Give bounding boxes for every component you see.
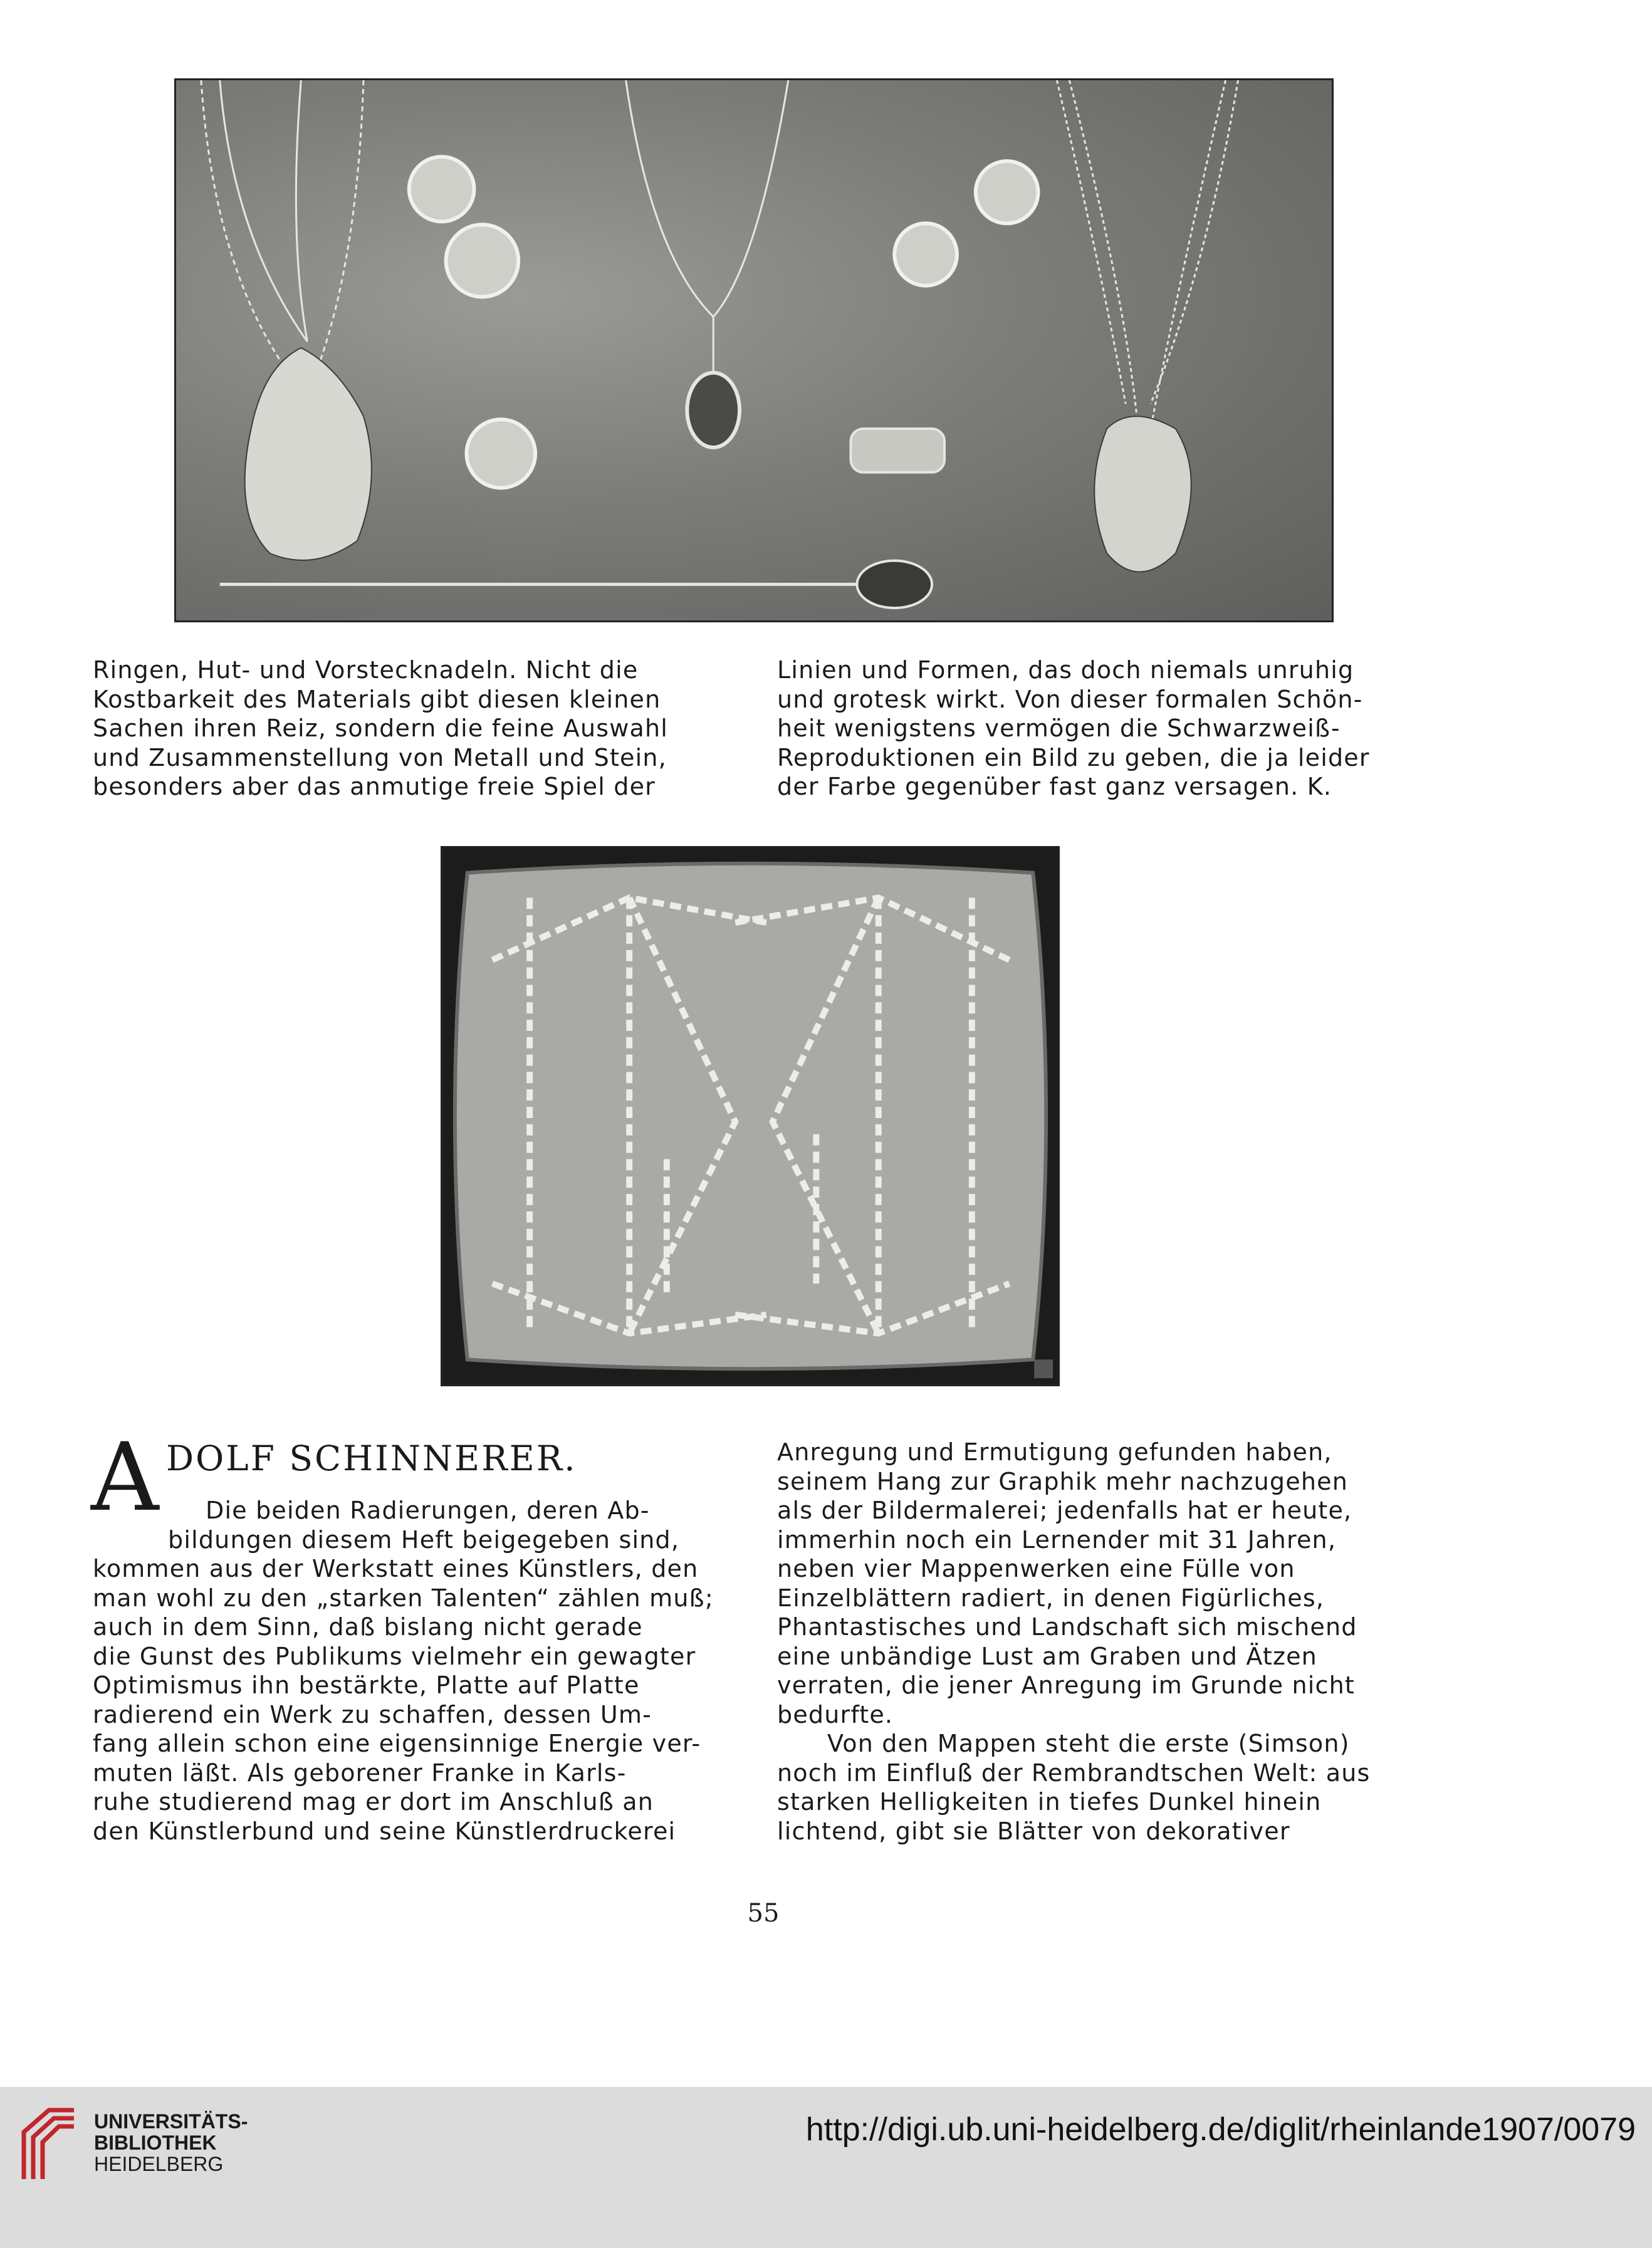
text-line: immerhin noch ein Lernender mit 31 Jahren, <box>777 1525 1337 1554</box>
text-line: Reproduktionen ein Bild zu geben, die ja leider <box>777 743 1370 771</box>
text-line: Einzelblättern radiert, in denen Figürliches, <box>777 1584 1325 1612</box>
column-right-top <box>777 656 1409 802</box>
column-right-bottom <box>777 1438 1409 1846</box>
text-line: kommen aus der Werkstatt eines Künstlers, den <box>93 1555 699 1582</box>
text-line: verraten, die jener Anregung im Grunde nicht <box>777 1671 1356 1699</box>
text-line: auch in dem Sinn, daß bislang nicht gerade <box>93 1613 643 1641</box>
text-line: besonders aber das anmutige freie Spiel der <box>93 773 656 800</box>
text-line: starken Helligkeiten in tiefes Dunkel hinein <box>777 1788 1322 1816</box>
source-url-link[interactable]: http://digi.ub.uni-heidelberg.de/diglit/rheinlande1907/0079 <box>805 2111 1636 2148</box>
cushion-photograph <box>441 846 1060 1386</box>
text-line: Ringen, Hut- und Vorstecknadeln. Nicht die <box>93 656 639 684</box>
text-line: und Zusammenstellung von Metall und Stein, <box>93 743 667 771</box>
text-line: Die beiden Radierungen, deren Ab- <box>206 1497 650 1524</box>
text-line: neben vier Mappenwerken eine Fülle von <box>777 1555 1295 1582</box>
text-line: muten läßt. Als geborener Franke in Karls- <box>93 1759 627 1787</box>
text-line: der Farbe gegenüber fast ganz versagen. K. <box>777 773 1332 800</box>
text-line: ruhe studierend mag er dort im Anschluß an <box>93 1788 654 1816</box>
text-line: Von den Mappen steht die erste (Simson) <box>827 1730 1350 1757</box>
text-line: Anregung und Ermutigung gefunden haben, <box>777 1438 1332 1466</box>
text-line: radierend ein Werk zu schaffen, dessen Um- <box>93 1700 652 1728</box>
library-logo-icon <box>18 2107 80 2182</box>
text-line: fang allein schon eine eigensinnige Energie ver- <box>93 1730 701 1757</box>
page-number: 55 <box>747 1899 780 1928</box>
text-line: seinem Hang zur Graphik mehr nachzugehen <box>777 1467 1348 1495</box>
section-title: DOLF SCHINNERER. <box>166 1438 577 1478</box>
text-line: die Gunst des Publikums vielmehr ein gewagter <box>93 1642 696 1670</box>
jewelry-illustration <box>176 80 1332 620</box>
library-name <box>94 2111 248 2175</box>
text-line: eine unbändige Lust am Graben und Ätzen <box>777 1642 1317 1670</box>
text-line: Linien und Formen, das doch niemals unruhig <box>777 656 1354 684</box>
text-line: und grotesk wirkt. Von dieser formalen Schön- <box>777 685 1363 713</box>
drop-capital: A <box>91 1423 159 1532</box>
text-line: Sachen ihren Reiz, sondern die feine Auswahl <box>93 714 669 742</box>
text-line: Optimismus ihn bestärkte, Platte auf Platte <box>93 1671 640 1699</box>
text-line: heit wenigstens vermögen die Schwarzweiß- <box>777 714 1341 742</box>
text-line: man wohl zu den „starken Talenten“ zählen muß; <box>93 1584 714 1612</box>
text-line: Kostbarkeit des Materials gibt diesen kleinen <box>93 685 661 713</box>
text-line: Phantastisches und Landschaft sich mischend <box>777 1613 1357 1641</box>
text-line: noch im Einfluß der Rembrandtschen Welt: aus <box>777 1759 1371 1787</box>
library-name-line: BIBLIOTHEK <box>94 2131 217 2154</box>
text-line: lichtend, gibt sie Blätter von dekorativer <box>777 1817 1290 1845</box>
text-line: den Künstlerbund und seine Künstlerdruckerei <box>93 1817 676 1845</box>
text-line: bedurfte. <box>777 1700 894 1728</box>
jewelry-photograph <box>174 78 1334 622</box>
text-line: bildungen diesem Heft beigegeben sind, <box>168 1525 680 1554</box>
column-left-top <box>93 656 721 802</box>
column-left-bottom <box>93 1496 721 1846</box>
text-line: als der Bildermalerei; jedenfalls hat er heute, <box>777 1497 1352 1524</box>
cushion-illustration <box>442 848 1058 1384</box>
library-name-line: HEIDELBERG <box>94 2153 224 2175</box>
footer-bar <box>0 2087 1652 2248</box>
library-name-line: UNIVERSITÄTS- <box>94 2110 248 2133</box>
